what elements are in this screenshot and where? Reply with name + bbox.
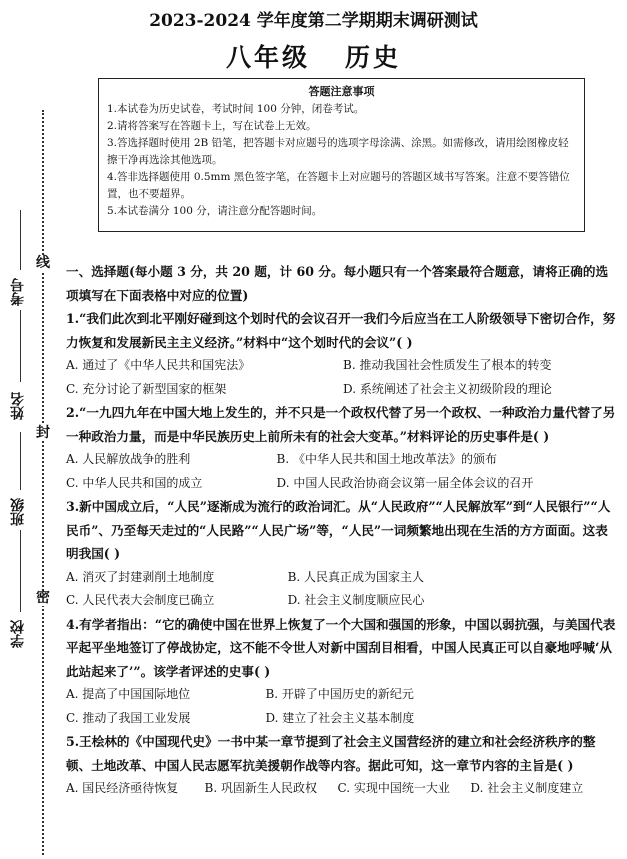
notice-box bbox=[98, 78, 585, 232]
notice-item: 5.本试卷满分 100 分，请注意分配答题时间。 bbox=[107, 205, 323, 217]
question-stem: 5.王桧林的《中国现代史》一书中某一章节提到了社会主义国营经济的建立和社会经济秩序的整顿、土地改革、中国人民志愿军抗美援朝作战等内容。据此可知，这一章节内容的主旨是( ) bbox=[66, 734, 596, 773]
question-stem: 1.“我们此次到北平刚好碰到这个划时代的会议召开一我们今后应当在工人阶级领导下密切合作，努力恢复和发展新民主主义经济。”材料中“这个划时代的会议”( ) bbox=[66, 311, 616, 350]
option-c: C. 中华人民共和国的成立 bbox=[66, 475, 203, 490]
field-school[interactable] bbox=[8, 620, 28, 648]
option-row bbox=[66, 378, 620, 402]
option-d: D. 社会主义制度建立 bbox=[470, 781, 584, 795]
option-b: B. 开辟了中国历史的新纪元 bbox=[265, 687, 414, 701]
field-label-student-id: 考号 bbox=[10, 278, 26, 306]
option-a: A. 国民经济亟待恢复 bbox=[66, 781, 179, 795]
exam-title: 2023-2024 学年度第二学期期末调研测试 bbox=[149, 11, 478, 31]
binding-mark-mi: 密 bbox=[36, 590, 50, 606]
binding-dotted-line bbox=[42, 110, 44, 855]
field-label-class: 班级 bbox=[10, 498, 26, 526]
option-row bbox=[66, 448, 620, 472]
notice-item: 2.请将答案写在答题卡上，写在试卷上无效。 bbox=[107, 120, 317, 132]
question-area bbox=[66, 260, 620, 801]
option-c: C. 推动了我国工业发展 bbox=[66, 710, 191, 725]
field-underline bbox=[20, 210, 21, 270]
section-heading: 一、选择题(每小题 3 分，共 20 题，计 60 分。每小题只有一个答案最符合题意，请将正确的选项填写在下面表格中对应的位置) bbox=[66, 264, 609, 303]
notice-item: 3.答选择题时使用 2B 铅笔，把答题卡对应题号的选项字母涂满、涂黑。如需修改，请用绘图橡皮轻擦干净再选涂其他选项。 bbox=[107, 137, 569, 166]
option-a: A. 通过了《中华人民共和国宪法》 bbox=[66, 358, 251, 372]
option-row bbox=[66, 566, 620, 590]
option-row bbox=[66, 354, 620, 378]
option-row bbox=[66, 472, 620, 496]
binding-margin bbox=[4, 110, 60, 855]
option-row bbox=[66, 707, 620, 731]
option-row bbox=[66, 589, 620, 613]
question-stem: 2.“一九四九年在中国大地上发生的，并不只是一个政权代替了另一个政权、一种政治力量代替了另一种政治力量，而是中华民族历史上前所未有的社会大变革。”材料评论的历史事件是( ) bbox=[66, 405, 616, 444]
question-stem: 3.新中国成立后，“人民”逐渐成为流行的政治词汇。从“人民政府”“人民解放军”到“人民银行”“人民币”、乃至每天走过的“人民路”“人民广场”等，“人民”一词频繁地出现在生活的方方面面。这表明我国( ) bbox=[66, 499, 611, 561]
notice-item: 4.答非选择题使用 0.5mm 黑色签字笔，在答题卡上对应题号的答题区域书写答案。注意不要答错位置，也不要超界。 bbox=[107, 171, 570, 200]
option-b: B. 巩固新生人民政权 bbox=[204, 781, 317, 795]
notice-title: 答题注意事项 bbox=[308, 85, 375, 98]
option-d: D. 建立了社会主义基本制度 bbox=[265, 710, 415, 725]
option-row bbox=[66, 777, 620, 801]
field-underline bbox=[20, 310, 21, 382]
field-name[interactable] bbox=[8, 392, 28, 420]
option-row bbox=[66, 683, 620, 707]
option-a: A. 消灭了封建剥削土地制度 bbox=[66, 569, 215, 584]
option-c: C. 人民代表大会制度已确立 bbox=[66, 593, 215, 607]
option-a: A. 人民解放战争的胜利 bbox=[66, 452, 191, 466]
option-d: D. 中国人民政治协商会议第一届全体会议的召开 bbox=[276, 475, 534, 490]
binding-mark-xian: 线 bbox=[36, 255, 50, 271]
option-b: B. 人民真正成为国家主人 bbox=[287, 569, 425, 584]
field-label-school: 学校 bbox=[10, 620, 26, 648]
option-b: B. 《中华人民共和国土地改革法》的颁布 bbox=[276, 452, 497, 466]
field-label-name: 姓名 bbox=[10, 392, 26, 420]
field-underline bbox=[20, 530, 21, 612]
question-stem: 4.有学者指出：“它的确使中国在世界上恢复了一个大国和强国的形象，中国以弱抗强，与美国代表平起平坐地签订了停战协定，这不能不令世人对新中国刮目相看，中国人民真正可以自豪地呼喊‘从此站起来了’”。该学者评述的史事( ) bbox=[66, 616, 616, 679]
notice-item: 1.本试卷为历史试卷，考试时间 100 分钟，闭卷考试。 bbox=[107, 103, 365, 115]
exam-subject: 八年级 历史 bbox=[225, 43, 402, 72]
option-a: A. 提高了中国国际地位 bbox=[66, 687, 191, 701]
binding-mark-feng: 封 bbox=[36, 425, 50, 441]
option-d: D. 社会主义制度顺应民心 bbox=[287, 593, 425, 607]
field-student-id[interactable] bbox=[8, 278, 28, 306]
option-b: B. 推动我国社会性质发生了根本的转变 bbox=[343, 358, 552, 372]
field-class[interactable] bbox=[8, 498, 28, 526]
option-c: C. 实现中国统一大业 bbox=[337, 781, 450, 795]
option-d: D. 系统阐述了社会主义初级阶段的理论 bbox=[343, 381, 552, 396]
field-underline bbox=[20, 432, 21, 490]
option-c: C. 充分讨论了新型国家的框架 bbox=[66, 381, 227, 396]
